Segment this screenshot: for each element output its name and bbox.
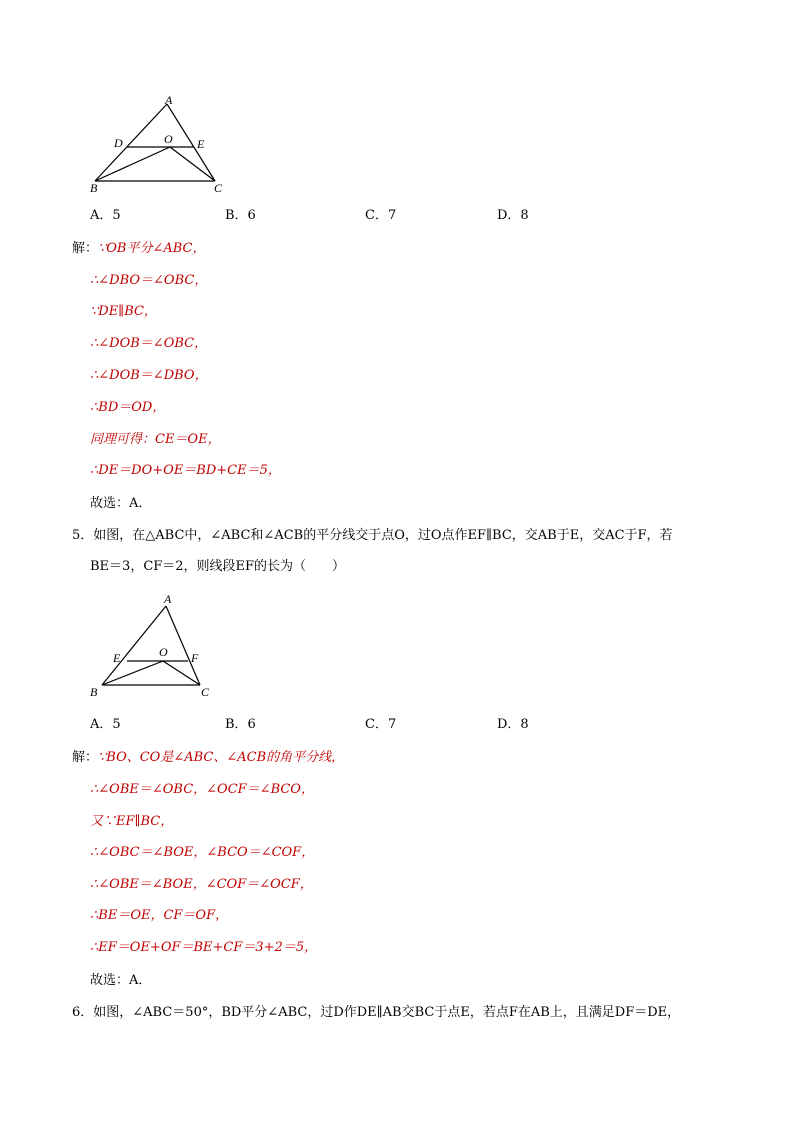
solution-label: 解： (72, 750, 99, 765)
label-E: E (197, 137, 205, 151)
label-D: D (114, 136, 123, 150)
solution-line: ∴∠OBE＝∠OBC，∠OCF＝∠BCO， (90, 782, 314, 797)
solution-line: ∴BE＝OE，CF＝OF， (90, 908, 229, 923)
triangle-figure-2 (85, 590, 225, 705)
option-a: A．5 (90, 717, 121, 732)
option-c: C．7 (365, 208, 397, 223)
solution-line: ∴∠OBC＝∠BOE，∠BCO＝∠COF， (90, 845, 315, 860)
solution-line: ∴EF＝OE+OF＝BE+CF＝3+2＝5， (90, 940, 318, 955)
label-B: B (90, 181, 98, 195)
solution-line: ∴DE＝DO+OE＝BD+CE＝5， (90, 463, 281, 478)
solution-line: ∴∠DBO＝∠OBC， (90, 273, 208, 288)
solution-line: ∵BO、CO是∠ABC、∠ACB的角平分线， (98, 750, 345, 765)
solution-line: ∵OB平分∠ABC， (98, 241, 206, 256)
label-O: O (164, 132, 173, 146)
option-a: A．5 (90, 208, 121, 223)
triangle-figure-1 (85, 92, 235, 202)
solution-line: ∴BD＝OD， (90, 400, 166, 415)
solution-line: 又∵EF∥BC， (90, 814, 174, 829)
solution-line: ∴∠OBE＝∠BOE，∠COF＝∠OCF， (90, 877, 313, 892)
solution-line: ∴∠DOB＝∠OBC， (90, 336, 208, 351)
label-E: E (113, 651, 121, 665)
label-C: C (214, 181, 223, 195)
option-c: C．7 (365, 717, 397, 732)
solution-label: 解： (72, 241, 99, 256)
solution-line: 同理可得：CE＝OE， (90, 432, 221, 447)
label-B: B (90, 685, 98, 699)
option-d: D．8 (497, 208, 529, 223)
option-b: B．6 (225, 208, 256, 223)
label-A: A (164, 592, 172, 606)
solution-line: ∵DE∥BC， (90, 304, 157, 319)
solution-choice: 故选：A． (90, 973, 152, 988)
label-A: A (165, 93, 173, 107)
solution-choice: 故选：A． (90, 496, 152, 511)
question-5-line-1: 5．如图，在△ABC中，∠ABC和∠ACB的平分线交于点O，过O点作EF∥BC，交AB于E，交AC于F，若 (72, 528, 673, 543)
question-5-line-2: BE＝3，CF＝2，则线段EF的长为（ ） (90, 559, 346, 574)
option-d: D．8 (497, 717, 529, 732)
label-F: F (191, 651, 199, 665)
label-O: O (159, 645, 168, 659)
label-C: C (201, 685, 210, 699)
option-b: B．6 (225, 717, 256, 732)
solution-line: ∴∠DOB＝∠DBO， (90, 368, 208, 383)
question-6-line-1: 6．如图，∠ABC＝50°，BD平分∠ABC，过D作DE∥AB交BC于点E，若点F在AB上，且满足DF＝DE， (72, 1005, 681, 1020)
